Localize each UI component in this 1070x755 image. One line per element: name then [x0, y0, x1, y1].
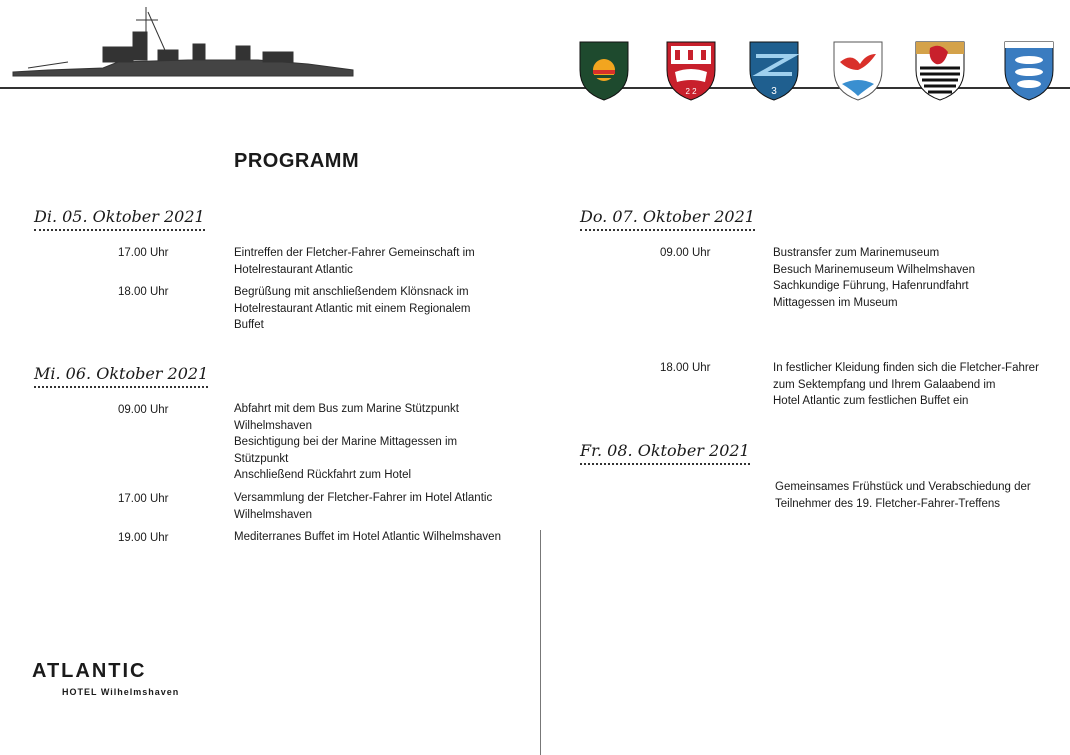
crest-fish-icon [1003, 40, 1055, 102]
event-time: 19.00 Uhr [118, 532, 169, 544]
hotel-logo-subtitle: HOTEL Wilhelmshaven [62, 687, 180, 697]
event-line: Wilhelmshaven [234, 508, 312, 521]
crest-striped-icon [914, 40, 966, 102]
event-line: Versammlung der Fletcher-Fahrer im Hotel Atlantic [234, 492, 493, 504]
event-description [234, 529, 534, 546]
event-line: Teilnehmer des 19. Fletcher-Fahrer-Treffens [775, 497, 1000, 510]
fold-divider [540, 530, 541, 755]
day-heading: Do. 07. Oktober 2021 [580, 207, 755, 231]
event-description [775, 479, 1055, 512]
event-description [234, 490, 534, 523]
event-line: Hotelrestaurant Atlantic mit einem Regionalem [234, 302, 471, 315]
crest-bird-icon [832, 40, 884, 102]
event-line: Besichtigung bei der Marine Mittagessen im [234, 436, 458, 448]
event-time: 18.00 Uhr [118, 286, 169, 298]
event-time: 17.00 Uhr [118, 493, 169, 505]
event-line: Wilhelmshaven [234, 419, 312, 432]
event-line: Mediterranes Buffet im Hotel Atlantic Wilhelmshaven [234, 531, 501, 543]
event-line: Besuch Marinemuseum Wilhelmshaven [773, 263, 975, 276]
page-title: PROGRAMM [234, 150, 360, 172]
event-line: Buffet [234, 319, 264, 331]
event-description [234, 284, 534, 334]
event-time: 18.00 Uhr [660, 362, 711, 374]
crest-sun-icon [578, 40, 630, 102]
svg-text:2 2: 2 2 [685, 87, 697, 96]
event-line: Hotelrestaurant Atlantic [234, 263, 353, 276]
event-line: Gemeinsames Frühstück und Verabschiedung der [775, 481, 1031, 493]
crest-row [0, 40, 1070, 110]
event-line: Bustransfer zum Marinemuseum [773, 247, 940, 259]
event-description [773, 245, 1070, 311]
day-heading: Fr. 08. Oktober 2021 [580, 441, 750, 465]
event-line: Sachkundige Führung, Hafenrundfahrt [773, 280, 969, 292]
event-time: 09.00 Uhr [660, 247, 711, 259]
svg-text:3: 3 [771, 86, 777, 97]
day-heading: Di. 05. Oktober 2021 [34, 207, 205, 231]
day-heading: Mi. 06. Oktober 2021 [34, 364, 208, 388]
event-time: 17.00 Uhr [118, 247, 169, 259]
event-description [234, 401, 534, 484]
event-line: zum Sektempfang und Ihrem Galaabend im [773, 378, 996, 391]
event-line: Abfahrt mit dem Bus zum Marine Stützpunkt [234, 403, 459, 415]
event-time: 09.00 Uhr [118, 404, 169, 416]
crest-castle-icon [665, 40, 717, 102]
hotel-logo: ATLANTIC [32, 660, 147, 682]
event-line: Hotel Atlantic zum festlichen Buffet ein [773, 395, 969, 407]
event-line: Mittagessen im Museum [773, 296, 898, 309]
event-line: Anschließend Rückfahrt zum Hotel [234, 469, 412, 481]
event-description [234, 245, 534, 278]
crest-z-icon [748, 40, 800, 102]
event-line: In festlicher Kleidung finden sich die Fletcher-Fahrer [773, 362, 1039, 374]
event-line: Begrüßung mit anschließendem Klönsnack im [234, 286, 469, 298]
event-line: Eintreffen der Fletcher-Fahrer Gemeinschaft im [234, 247, 475, 259]
event-line: Stützpunkt [234, 452, 289, 465]
event-description [773, 360, 1070, 410]
